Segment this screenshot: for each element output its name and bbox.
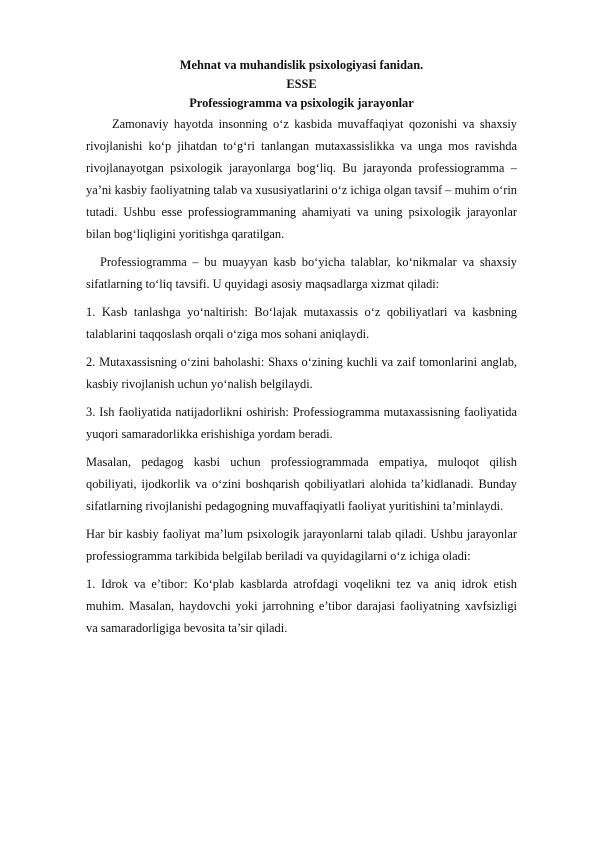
paragraph-definition: Professiogramma – bu muayyan kasb bo‘yicha talablar, ko‘nikmalar va shaxsiy sifatlarning to‘liq tavsifi. U quyidagi asosiy maqsadlarga xizmat qiladi: <box>86 255 517 291</box>
essay-title: Professiogramma va psixologik jarayonlar <box>189 96 414 110</box>
list-item-perception: 1. Idrok va e’tibor: Ko‘plab kasblarda atrofdagi voqelikni tez va aniq idrok etish muhim. Masalan, haydovchi yoki jarrohning e’tibor darajasi faoliyatning xavfsizligi va samaradorligiga bevosita ta’sir qiladi. <box>86 577 517 635</box>
list-item-3: 3. Ish faoliyatida natijadorlikni oshirish: Professiogramma mutaxassisning faoliyatida yuqori samaradorlikka erishishiga yordam beradi. <box>86 405 517 441</box>
paragraph-processes: Har bir kasbiy faoliyat ma’lum psixologik jarayonlarni talab qiladi. Ushbu jarayonlar professiogramma tarkibida belgilab beriladi va quyidagilarni o‘z ichiga oladi: <box>86 527 517 563</box>
document-page <box>86 56 517 639</box>
list-item-1: 1. Kasb tanlashga yo‘naltirish: Bo‘lajak mutaxassis o‘z qobiliyatlari va kasbning talablarini taqqoslash orqali o‘ziga mos sohani aniqlaydi. <box>86 305 517 341</box>
paragraph-intro: Zamonaviy hayotda insonning o‘z kasbida muvaffaqiyat qozonishi va shaxsiy rivojlanishi ko‘p jihatdan to‘g‘ri tanlangan mutaxassislikka va unga mos ravishda rivojlanayotgan psixologik jarayonlarga bog‘liq. Bu jarayonda professiogramma – ya’ni kasbiy faoliyatning talab va xususiyatlarini o‘z ichiga olgan tavsif – muhim o‘rin tutadi. Ushbu esse professiogrammaning ahamiyati va uning psixologik jarayonlar bilan bog‘liqligini yoritishga qaratilgan. <box>86 117 517 241</box>
paragraph-example: Masalan, pedagog kasbi uchun professiogrammada empatiya, muloqot qilish qobiliyati, ijodkorlik va o‘zini boshqarish qobiliyatlari alohida ta’kidlanadi. Bunday sifatlarning rivojlanishi pedagogning muvaffaqiyatli faoliyat yuritishini ta’minlaydi. <box>86 455 517 513</box>
list-item-2: 2. Mutaxassisning o‘zini baholashi: Shaxs o‘zining kuchli va zaif tomonlarini anglab, kasbiy rivojlanish uchun yo‘nalish belgilaydi. <box>86 355 517 391</box>
subject-heading: Mehnat va muhandislik psixologiyasi fanidan. <box>179 58 424 72</box>
essay-label: ESSE <box>286 77 317 91</box>
